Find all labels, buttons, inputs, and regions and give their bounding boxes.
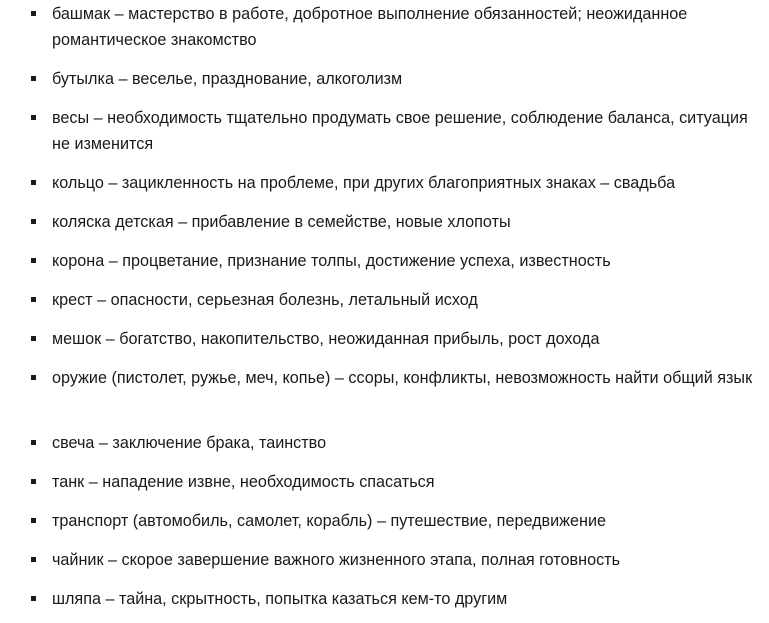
bullet-icon bbox=[31, 596, 36, 601]
list-item-text: танк – нападение извне, необходимость спасаться bbox=[52, 473, 435, 491]
list-item-text: шляпа – тайна, скрытность, попытка казаться кем-то другим bbox=[52, 590, 508, 608]
list-item-text: коляска детская – прибавление в семействе, новые хлопоты bbox=[52, 213, 511, 231]
list-item-text: свеча – заключение брака, таинство bbox=[52, 434, 327, 452]
bullet-icon bbox=[31, 76, 36, 81]
list-item-text: кольцо – зацикленность на проблеме, при других благоприятных знаках – свадьба bbox=[52, 174, 676, 192]
bullet-icon bbox=[31, 518, 36, 523]
bullet-icon bbox=[31, 219, 36, 224]
list-item-text: корона – процветание, признание толпы, достижение успеха, известность bbox=[52, 252, 611, 270]
bullet-icon bbox=[31, 440, 36, 445]
list-item-text: чайник – скорое завершение важного жизненного этапа, полная готовность bbox=[52, 551, 621, 569]
bullet-icon bbox=[31, 479, 36, 484]
list-item-text: крест – опасности, серьезная болезнь, летальный исход bbox=[52, 291, 478, 309]
bullet-icon bbox=[31, 375, 36, 380]
list-item-text: мешок – богатство, накопительство, неожиданная прибыль, рост дохода bbox=[52, 330, 600, 348]
bullet-icon bbox=[31, 115, 36, 120]
bullet-icon bbox=[31, 297, 36, 302]
bullet-icon bbox=[31, 557, 36, 562]
bullet-icon bbox=[31, 258, 36, 263]
list-item-text: башмак – мастерство в работе, добротное выполнение обязанностей; неожиданное романтическое знакомство bbox=[52, 5, 688, 49]
bullet-icon bbox=[31, 11, 36, 16]
list-item-text: оружие (пистолет, ружье, меч, копье) – ссоры, конфликты, невозможность найти общий язык bbox=[52, 369, 753, 387]
list-item-text: весы – необходимость тщательно продумать свое решение, соблюдение баланса, ситуация не изменится bbox=[52, 109, 748, 153]
bullet-icon bbox=[31, 336, 36, 341]
bullet-icon bbox=[31, 180, 36, 185]
list-item-text: транспорт (автомобиль, самолет, корабль) – путешествие, передвижение bbox=[52, 512, 606, 530]
list-item-text: бутылка – веселье, празднование, алкоголизм bbox=[52, 70, 403, 88]
